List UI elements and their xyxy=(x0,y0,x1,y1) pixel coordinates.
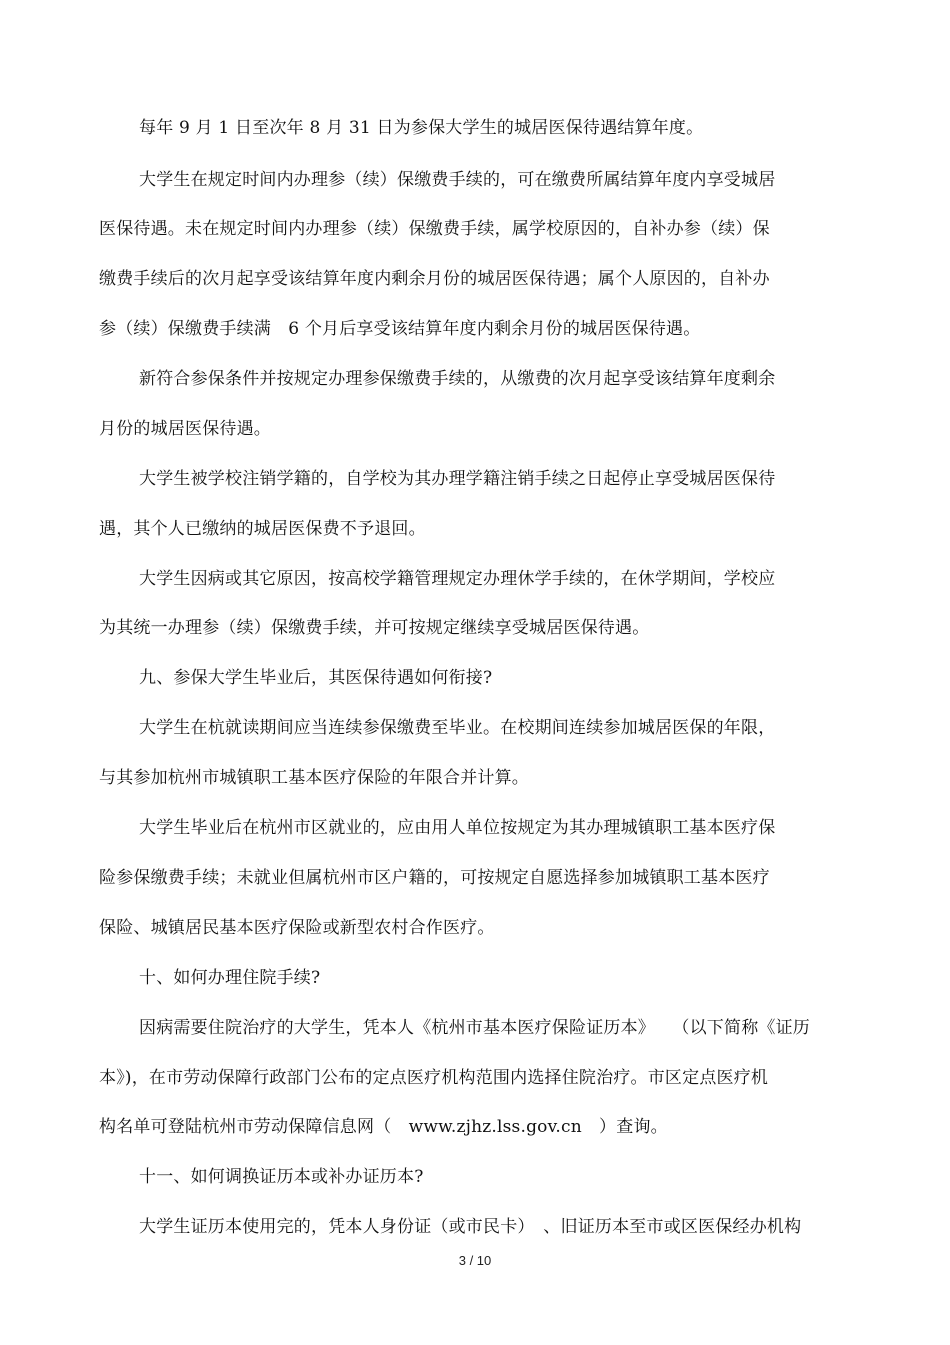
paragraph-line: 每年 9 月 1 日至次年 8 月 31 日为参保大学生的城居医保待遇结算年度。 xyxy=(139,118,704,138)
paragraph-line: 大学生在杭就读期间应当连续参保缴费至毕业。在校期间连续参加城居医保的年限， xyxy=(139,718,776,738)
paragraph-line: 为其统一办理参（续）保缴费手续，并可按规定继续享受城居医保待遇。 xyxy=(99,618,650,638)
page-number: 3 / 10 xyxy=(458,1253,492,1268)
section-heading: 九、参保大学生毕业后，其医保待遇如何衔接? xyxy=(139,668,493,688)
paragraph-line: 医保待遇。未在规定时间内办理参（续）保缴费手续，属学校原因的，自补办参（续）保 xyxy=(99,219,770,239)
paragraph-line: 遇，其个人已缴纳的城居医保费不予退回。 xyxy=(99,519,426,539)
paragraph-line: 本》)，在市劳动保障行政部门公布的定点医疗机构范围内选择住院治疗。市区定点医疗机 xyxy=(99,1068,769,1088)
paragraph-line: 大学生证历本使用完的，凭本人身份证（或市民卡） 、旧证历本至市或区医保经办机构 xyxy=(139,1217,802,1237)
section-heading: 十一、如何调换证历本或补办证历本? xyxy=(139,1167,424,1187)
paragraph-line: 大学生被学校注销学籍的，自学校为其办理学籍注销手续之日起停止享受城居医保待 xyxy=(139,469,776,489)
paragraph-line: 保险、城镇居民基本医疗保险或新型农村合作医疗。 xyxy=(99,918,495,938)
paragraph-line: 缴费手续后的次月起享受该结算年度内剩余月份的城居医保待遇；属个人原因的，自补办 xyxy=(99,269,770,289)
paragraph-line: 构名单可登陆杭州市劳动保障信息网（ www.zjhz.lss.gov.cn ）查询。 xyxy=(99,1117,668,1137)
section-heading: 十、如何办理住院手续? xyxy=(139,968,321,988)
paragraph-line: 与其参加杭州市城镇职工基本医疗保险的年限合并计算。 xyxy=(99,768,529,788)
paragraph-line: 参（续）保缴费手续满 6 个月后享受该结算年度内剩余月份的城居医保待遇。 xyxy=(99,319,701,339)
paragraph-line: 月份的城居医保待遇。 xyxy=(99,419,271,439)
paragraph-line: 新符合参保条件并按规定办理参保缴费手续的，从缴费的次月起享受该结算年度剩余 xyxy=(139,369,776,389)
paragraph-line: 险参保缴费手续；未就业但属杭州市区户籍的，可按规定自愿选择参加城镇职工基本医疗 xyxy=(99,868,770,888)
paragraph-line: 大学生毕业后在杭州市区就业的，应由用人单位按规定为其办理城镇职工基本医疗保 xyxy=(139,818,776,838)
paragraph-line: 大学生因病或其它原因，按高校学籍管理规定办理休学手续的，在休学期间，学校应 xyxy=(139,569,776,589)
paragraph-line: 大学生在规定时间内办理参（续）保缴费手续的，可在缴费所属结算年度内享受城居 xyxy=(139,170,776,190)
paragraph-line: 因病需要住院治疗的大学生，凭本人《杭州市基本医疗保险证历本》 （以下简称《证历 xyxy=(139,1018,810,1038)
